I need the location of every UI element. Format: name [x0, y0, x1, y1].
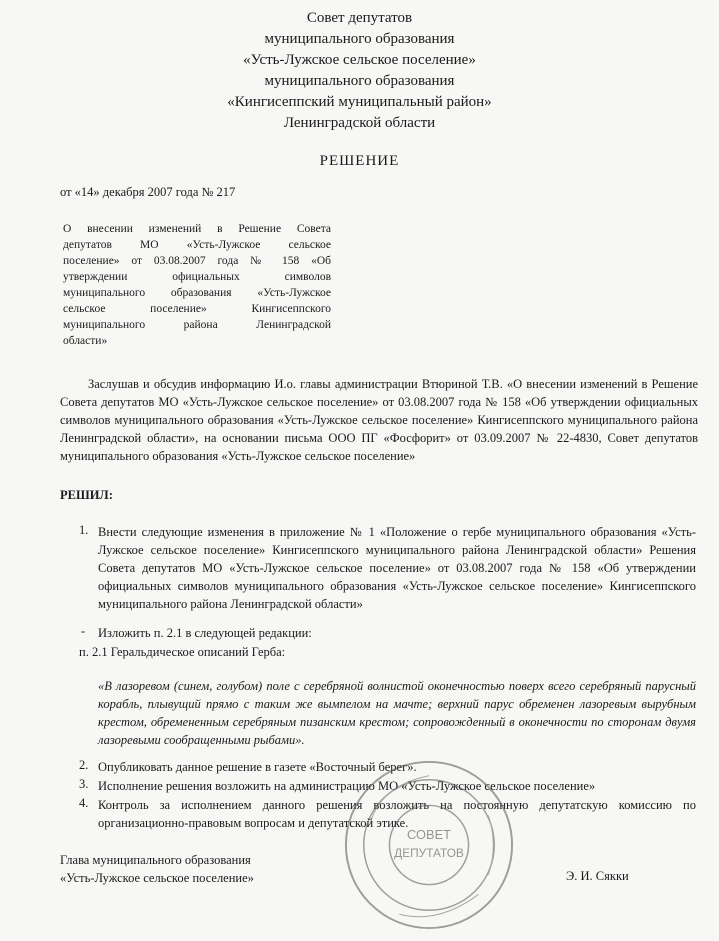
header-line: Ленинградской области	[283, 115, 436, 131]
signatory-title	[60, 851, 254, 887]
item-number: 4.	[79, 796, 89, 810]
clause-heading: п. 2.1 Геральдическое описаний Герба:	[79, 645, 286, 659]
item-number: 3.	[79, 777, 89, 791]
header-line: муниципального образования	[264, 73, 455, 89]
official-seal-stamp	[340, 756, 518, 934]
item-number: 1.	[79, 523, 89, 537]
subject-line: утверждении официальных символов	[63, 271, 331, 283]
document-title: РЕШЕНИЕ	[319, 153, 400, 169]
item-number: 2.	[79, 758, 89, 772]
dash-marker: -	[81, 624, 86, 638]
signatory-name: Э. И. Сякки	[566, 869, 629, 883]
header-line: муниципального образования	[264, 31, 455, 47]
header-line: «Кингисеппский муниципальный район»	[227, 94, 492, 110]
item-text: Контроль за исполнением данного решения возложить на постоянную депутатскую комиссию по организационно-правовым вопросам и депутатской этике.	[98, 798, 696, 830]
stamp-text: СОВЕТ	[407, 827, 451, 843]
coat-of-arms-description: «В лазоревом (синем, голубом) поле с серебряной волнистой оконечностью поверх всего серебряный парусный корабль, плывущий прямо с таким же вымпелом на мачте; верхний парус обременен лазоревым вырубным крестом, обремененным серебряным пизанским крестом; сопровожденный в оконечности по сторонам двумя лазоревыми сообращенными рыбами».	[98, 679, 696, 747]
preamble-paragraph: Заслушав и обсудив информацию И.о. главы администрации Втюриной Т.В. «О внесении изменений в Решение Совета депутатов МО «Усть-Лужское сельское поселение» от 03.08.2007 года № 158 «Об утверждении официальных символов муниципального образования «Усть-Лужское сельское поселение» Кингисеппского муниципального района Ленинградской области», на основании письма ООО ПГ «Фосфорит» от 03.09.2007 № 22-4830, Совет депутатов муниципального образования «Усть-Лужское сельское поселение»	[60, 377, 698, 463]
subject-line: муниципального образования «Усть-Лужское	[63, 287, 331, 299]
dash-item-text: Изложить п. 2.1 в следующей редакции:	[98, 626, 312, 640]
subject-line: области»	[63, 335, 108, 347]
stamp-text: ДЕПУТАТОВ	[394, 845, 464, 860]
subject-line: поселение» от 03.08.2007 года № 158 «Об	[63, 255, 331, 267]
header-line: Совет депутатов	[306, 10, 413, 26]
item-text: Исполнение решения возложить на администрацию МО «Усть-Лужское сельское поселение»	[98, 779, 596, 793]
document-header	[0, 8, 719, 134]
signatory-title-line: Глава муниципального образования	[60, 853, 251, 867]
item-text: Опубликовать данное решение в газете «Восточный берег».	[98, 760, 417, 774]
decision-subject	[63, 221, 331, 349]
subject-line: муниципального района Ленинградской	[63, 319, 331, 331]
decision-date-number: от «14» декабря 2007 года № 217	[60, 185, 236, 199]
header-line: «Усть-Лужское сельское поселение»	[243, 52, 476, 68]
subject-line: О внесении изменений в Решение Совета	[63, 223, 331, 235]
signatory-title-line: «Усть-Лужское сельское поселение»	[60, 871, 254, 885]
resolved-heading: РЕШИЛ:	[60, 488, 113, 502]
subject-line: сельское поселение» Кингисеппского	[63, 303, 331, 315]
subject-line: депутатов МО «Усть-Лужское сельское	[63, 239, 331, 251]
item-text: Внести следующие изменения в приложение № 1 «Положение о гербе муниципального образования «Усть-Лужское сельское поселение» Кингисеппского муниципального района Ленинградской области» Решения Совета депутатов МО «Усть-Лужское сельское поселение» от 03.08.2007 года № 158 «Об утверждении официальных символов муниципального образования «Усть-Лужское сельское поселение» Кингисеппского муниципального района Ленинградской области»	[98, 525, 696, 611]
